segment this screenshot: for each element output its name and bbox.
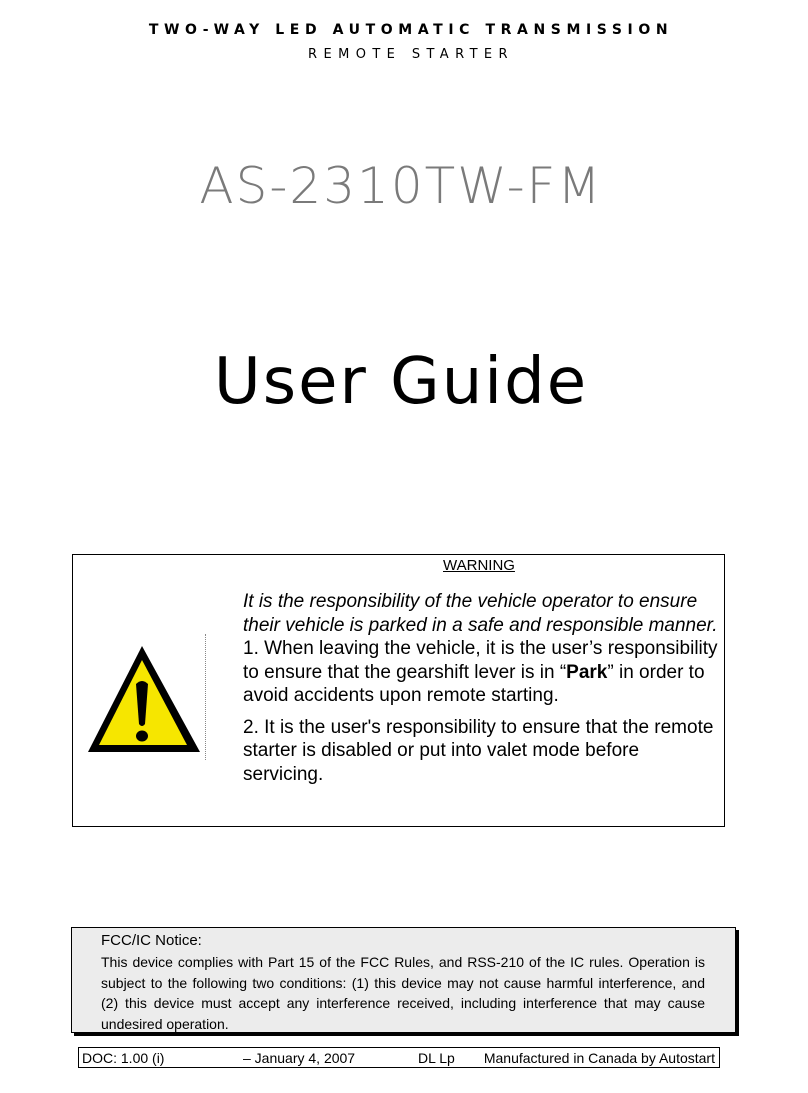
warning-item-1: 1. When leaving the vehicle, it is the user’s responsibility to ensure that the gearshift lever is in “Park” in order to avoid accidents upon remote starting. [243, 638, 718, 706]
header-line-2: REMOTE STARTER [308, 47, 514, 62]
warning-intro: It is the responsibility of the vehicle operator to ensure their vehicle is parked in a safe and responsible manner. [243, 591, 718, 636]
footer-date: – January 4, 2007 [243, 1050, 356, 1066]
warning-item-2: 2. It is the user's responsibility to ensure that the remote starter is disabled or put into valet mode before servicing. [243, 716, 714, 785]
footer-doc: DOC: 1.00 (i) [82, 1050, 165, 1066]
document-footer [78, 1047, 720, 1068]
footer-author: DL Lp [418, 1050, 455, 1066]
footer-manufacturer: Manufactured in Canada by Autostart [483, 1050, 715, 1066]
warning-triangle-icon [84, 640, 208, 758]
model-number: AS-2310TW-FM [199, 157, 603, 215]
header-line-1: TWO-WAY LED AUTOMATIC TRANSMISSION [148, 22, 674, 38]
fcc-body: This device complies with Part 15 of the FCC Rules, and RSS-210 of the IC rules. Operation is subject to the following two conditions: (1) this device may not cause harmful interference, and (2) this device must accept any interference received, including interference that may cause undesired operation. [101, 954, 705, 1032]
warning-divider [205, 634, 207, 760]
page-title: User Guide [213, 345, 589, 419]
fcc-title: FCC/IC Notice: [101, 932, 202, 949]
warning-heading: WARNING [443, 557, 515, 574]
warning-text [243, 590, 723, 786]
